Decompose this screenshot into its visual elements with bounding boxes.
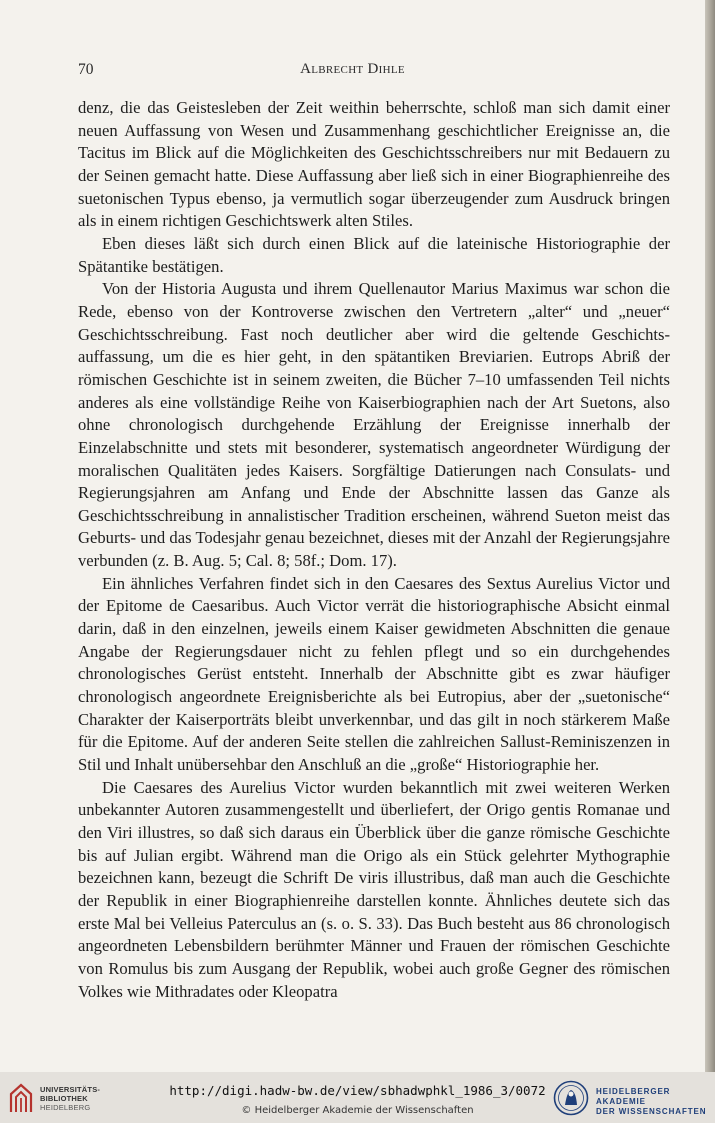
academy-name: HEIDELBERGER AKADEMIE DER WISSENSCHAFTEN bbox=[596, 1087, 707, 1116]
paragraph: Eben dieses läßt sich durch einen Blick auf die lateinische Historiographie der Spätantike bestätigen. bbox=[78, 233, 670, 276]
paragraph: Von der Historia Augusta und ihrem Quellenautor Marius Maximus war schon die Rede, ebenso von der Kontroverse zwischen den Vertretern „alter“ und „neuer“ Geschichtsschreibung. Fast noch deutlicher aber wird die geltende Geschichtsauffassung, um die es hier geht, in den spätantiken Breviarien. Eutrops Abriß der römischen Geschichte ist in seinem zweiten, die Bücher 7–10 umfassenden Teil nichts anderes als eine vollständige Reihe von Kaiserbiographien nach der Art Suetons, also ohne chronologisch durchgehende Erzählung der Ereignisse innerhalb der Einzelabschnitte und stets mit besonderer, systematisch angeordneter Würdigung der moralischen Qualitäten jedes Kaisers. Sorgfältige Datierungen nach Consulats- und Regierungsjahren am Anfang und Ende der Abschnitte lassen das Ganze als Geschichtsschreibung in annalistischer Tradition erscheinen, während Sueton meist das Geburts- und das Todesjahr genau bezeichnet, dieses mit der Anzahl der Regierungsjahre verbunden (z. B. Aug. 5; Cal. 8; 58f.; Dom. 17). bbox=[78, 279, 670, 571]
viewer-footer bbox=[0, 1072, 715, 1123]
library-name: UNIVERSITÄTS- BIBLIOTHEK HEIDELBERG bbox=[40, 1085, 101, 1112]
running-head: Albrecht Dihle bbox=[300, 61, 405, 77]
permalink-url[interactable]: http://digi.hadw-bw.de/view/sbhadwphkl_1986_3/0072 bbox=[169, 1083, 546, 1098]
paragraph: Ein ähnliches Verfahren findet sich in den Caesares des Sextus Aurelius Victor und der Epitome de Caesaribus. Auch Victor verrät die historiographische Absicht einmal darin, daß in den einzelnen, jeweils einem Kaiser gewidmeten Abschnitten die genaue Angabe der Regierungsdauer nicht zu fehlen pflegt und so ein durchgehendes chronologisches Gerüst entsteht. Innerhalb der Abschnitte gibt es zwar häufiger chronologisch angeordnete Ereignisberichte als bei Eutropius, aber der „suetonische“ Charakter der Kaiserporträts bleibt unverkennbar, und das gilt in noch stärkerem Maße für die Epitome. Auf der anderen Seite stellen die zahlreichen Sallust-Reminiszenzen in Stil und Inhalt unübersehbar den Anschluß an die „große“ Historiographie her. bbox=[78, 573, 670, 775]
paragraph: Die Caesares des Aurelius Victor wurden bekanntlich mit zwei weiteren Werken unbekannter Autoren zusammengestellt und überliefert, der Origo gentis Romanae und den Viri illustres, so daß sich daraus ein Überblick über die ganze römische Geschichte bis auf Julian ergibt. Während man die Origo als ein Stück gelehrter Mythographie bezeichnen kann, bezeugt die Schrift De viris illustribus, daß man auch die Geschichte der Republik in einer Biographienreihe darstellen konnte. Ähnliches deutete sich das erste Mal bei Velleius Paterculus an (s. o. S. 33). Das Buch besteht aus 86 chronologisch angeordneten Lebensbildern berühmter Männer und Frauen der römischen Geschichte von Romulus bis zum Ausgang der Republik, wobei auch große Gegner des römischen Volkes wie Mithradates oder Kleopatra bbox=[78, 777, 670, 1001]
academy-seal-icon[interactable] bbox=[553, 1080, 589, 1116]
copyright-notice: © Heidelberger Akademie der Wissenschaften bbox=[241, 1105, 474, 1116]
paragraph: denz, die das Geistesleben der Zeit weithin beherrschte, schloß man sich damit einer neuen Auffassung von Wesen und Zusammenhang geschichtlicher Ereignisse an, die Tacitus im Blick auf die Möglichkeiten des Geschichtsschreibers nur mit Bedauern zu der Seinen gemacht hatte. Diese Auffassung aber ließ sich in einer Biographienreihe des suetonischen Typus ebenso, ja vermutlich sogar überzeugender zum Ausdruck bringen als in einem richtigen Geschichtswerk alten Stiles. bbox=[78, 98, 670, 231]
body-text bbox=[78, 97, 670, 1003]
page-edge bbox=[705, 0, 715, 1072]
page-number: 70 bbox=[78, 61, 94, 78]
